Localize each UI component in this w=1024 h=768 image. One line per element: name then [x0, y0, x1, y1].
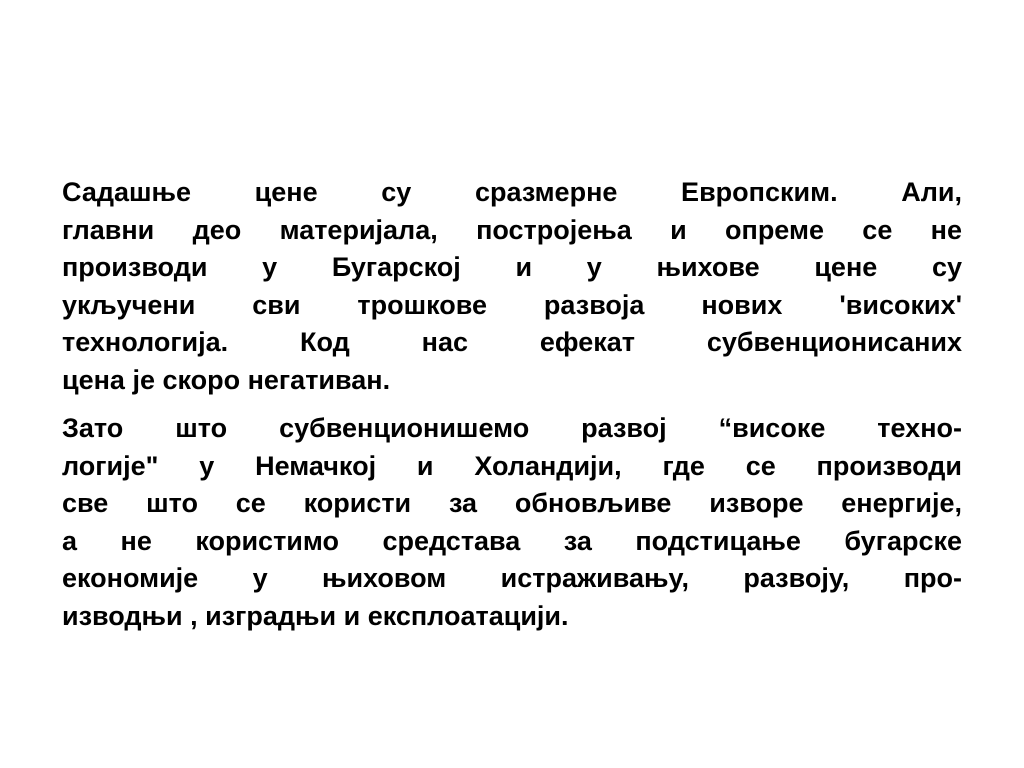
paragraph-1-line-5: технологија. Код нас ефекат субвенционисаних [62, 327, 962, 357]
paragraph-2-line-5: економије у њиховом истраживању, развоју, про- [62, 563, 962, 593]
paragraph-2-line-3: све што се користи за обновљиве изворе енергије, [62, 488, 962, 518]
paragraph-2-line-6: изводњи , изградњи и експлоатацији. [62, 600, 569, 631]
paragraph-1-line-4: укључени сви трошкове развоја нових 'високих' [62, 289, 962, 320]
paragraph-1-line-2: главни део материјала, постројења и опреме се не [62, 214, 962, 245]
paragraph-2 [62, 410, 962, 635]
slide-text-body [62, 174, 962, 635]
paragraph-1 [62, 174, 962, 399]
paragraph-1-line-1: Садашње цене су сразмерне Европским. Али, [62, 177, 962, 207]
paragraph-2-line-2: логије" у Немачкој и Холандији, где се производи [62, 450, 962, 481]
paragraph-2-line-4: а не користимо средстава за подстицање бугарске [62, 525, 962, 556]
paragraph-1-line-3: производи у Бугарској и у њихове цене су [62, 252, 962, 282]
paragraph-1-line-6: цена је скоро негативан. [62, 364, 391, 395]
paragraph-2-line-1: Зато што субвенционишемо развој “високе техно- [62, 413, 962, 443]
